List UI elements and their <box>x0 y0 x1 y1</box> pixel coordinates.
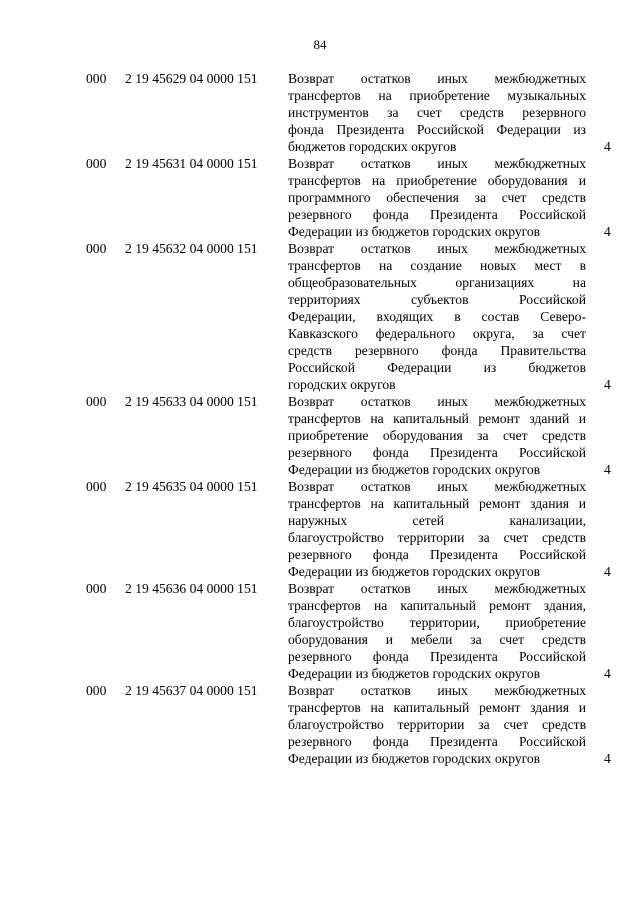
income-description <box>288 240 586 393</box>
administrator-code: 000 <box>86 683 107 698</box>
description-line: трансфертов на капитальный ремонт здания, <box>288 598 586 613</box>
column-four-value: 4 <box>604 377 611 392</box>
description-line: резервного фонда Президента Российской <box>288 734 586 749</box>
description-line: городских округов <box>288 377 396 392</box>
description-line: трансфертов на капитальный ремонт зданий и <box>288 411 586 426</box>
budget-classification-code: 2 19 45636 04 0000 151 <box>125 581 258 596</box>
column-four-value: 4 <box>604 564 611 579</box>
income-description <box>288 478 586 580</box>
column-four-value: 4 <box>604 666 611 681</box>
description-line: Федерации, входящих в состав Северо- <box>288 309 586 324</box>
description-line: резервного фонда Президента Российской <box>288 445 586 460</box>
description-line: трансфертов на создание новых мест в <box>288 258 586 273</box>
administrator-code: 000 <box>86 479 107 494</box>
description-line: трансфертов на приобретение музыкальных <box>288 88 586 103</box>
description-line: трансфертов на капитальный ремонт здания и <box>288 496 586 511</box>
classification-table <box>0 70 640 767</box>
table-row <box>0 240 640 393</box>
description-line: Федерации из бюджетов городских округов <box>288 462 541 477</box>
description-line: оборудования и мебели за счет средств <box>288 632 586 647</box>
description-line: Федерации из бюджетов городских округов <box>288 751 541 766</box>
budget-classification-code: 2 19 45632 04 0000 151 <box>125 241 258 256</box>
budget-classification-code: 2 19 45631 04 0000 151 <box>125 156 258 171</box>
administrator-code: 000 <box>86 394 107 409</box>
description-line: территориях субъектов Российской <box>288 292 586 307</box>
budget-classification-code: 2 19 45637 04 0000 151 <box>125 683 258 698</box>
budget-classification-code: 2 19 45635 04 0000 151 <box>125 479 258 494</box>
description-line: Российской Федерации из бюджетов <box>288 360 586 375</box>
description-line: Возврат остатков иных межбюджетных <box>288 71 586 86</box>
description-line: Возврат остатков иных межбюджетных <box>288 394 586 409</box>
administrator-code: 000 <box>86 241 107 256</box>
income-description <box>288 70 586 155</box>
description-line: Федерации из бюджетов городских округов <box>288 564 541 579</box>
description-line: Федерации из бюджетов городских округов <box>288 666 541 681</box>
description-line: резервного фонда Президента Российской <box>288 207 586 222</box>
budget-classification-code: 2 19 45633 04 0000 151 <box>125 394 258 409</box>
income-description <box>288 682 586 767</box>
description-line: инструментов за счет средств резервного <box>288 105 586 120</box>
description-line: средств резервного фонда Правительства <box>288 343 586 358</box>
table-row <box>0 682 640 767</box>
income-description <box>288 393 586 478</box>
column-four-value: 4 <box>604 751 611 766</box>
description-line: программного обеспечения за счет средств <box>288 190 586 205</box>
description-line: трансфертов на приобретение оборудования и <box>288 173 586 188</box>
administrator-code: 000 <box>86 156 107 171</box>
description-line: благоустройство территории за счет средств <box>288 717 586 732</box>
administrator-code: 000 <box>86 581 107 596</box>
description-line: Возврат остатков иных межбюджетных <box>288 479 586 494</box>
description-line: Федерации из бюджетов городских округов <box>288 224 541 239</box>
administrator-code: 000 <box>86 71 107 86</box>
column-four-value: 4 <box>604 139 611 154</box>
description-line: общеобразовательных организациях на <box>288 275 586 290</box>
table-row <box>0 70 640 155</box>
description-line: фонда Президента Российской Федерации из <box>288 122 586 137</box>
column-four-value: 4 <box>604 224 611 239</box>
description-line: Возврат остатков иных межбюджетных <box>288 683 586 698</box>
description-line: Кавказского федерального округа, за счет <box>288 326 586 341</box>
column-four-value: 4 <box>604 462 611 477</box>
description-line: благоустройство территории за счет средств <box>288 530 586 545</box>
description-line: приобретение оборудования за счет средств <box>288 428 586 443</box>
description-line: наружных сетей канализации, <box>288 513 586 528</box>
description-line: трансфертов на капитальный ремонт здания и <box>288 700 586 715</box>
description-line: резервного фонда Президента Российской <box>288 649 586 664</box>
description-line: Возврат остатков иных межбюджетных <box>288 581 586 596</box>
table-row <box>0 478 640 580</box>
table-row <box>0 393 640 478</box>
income-description <box>288 155 586 240</box>
description-line: благоустройство территории, приобретение <box>288 615 586 630</box>
description-line: Возврат остатков иных межбюджетных <box>288 156 586 171</box>
description-line: бюджетов городских округов <box>288 139 457 154</box>
page-number: 84 <box>313 37 327 52</box>
table-row <box>0 580 640 682</box>
description-line: Возврат остатков иных межбюджетных <box>288 241 586 256</box>
income-description <box>288 580 586 682</box>
description-line: резервного фонда Президента Российской <box>288 547 586 562</box>
budget-classification-code: 2 19 45629 04 0000 151 <box>125 71 258 86</box>
table-row <box>0 155 640 240</box>
